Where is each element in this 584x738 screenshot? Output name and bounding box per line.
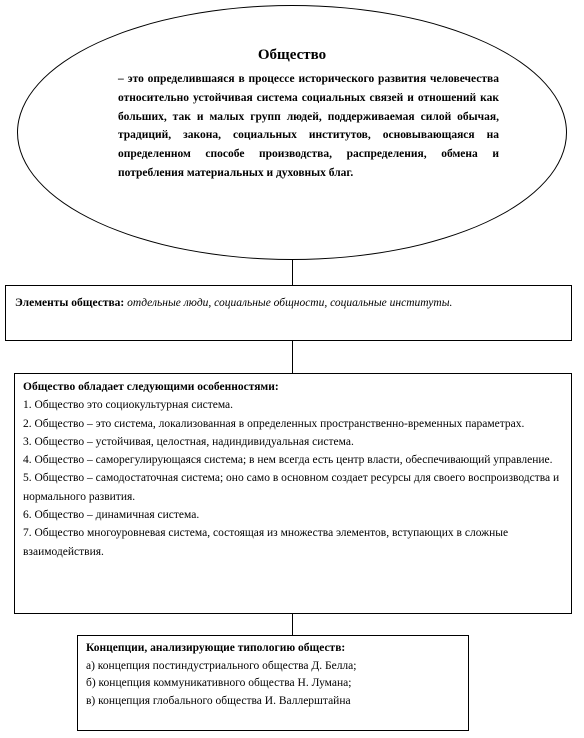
- elements-box: [5, 285, 572, 341]
- connector-oval-to-elements: [292, 260, 293, 285]
- feature-item: 3. Общество – устойчивая, целостная, надиндивидуальная система.: [23, 435, 354, 448]
- connector-features-to-concepts: [292, 614, 293, 635]
- concept-item: а) концепция постиндустриального общества Д. Белла;: [86, 659, 357, 672]
- features-header: Общество обладает следующими особенностями:: [23, 381, 279, 393]
- society-definition: – это определившаяся в процессе исторического развития человечества относительно устойчивая система социальных связей и отношений как больших, так и малых групп людей, поддерживаемая силой обычая, традиций, закона, социальных институтов, основывающаяся на определенном способе производства, распределения, обмена и потребления материальных и духовных благ.: [118, 73, 499, 179]
- concept-item: б) концепция коммуникативного общества Н. Лумана;: [86, 677, 352, 689]
- feature-item: 1. Общество это социокультурная система.: [23, 399, 234, 412]
- feature-item: 5. Общество – самодостаточная система; оно само в основном создает ресурсы для своего воспроизводства и нормального развития.: [23, 472, 560, 503]
- concept-item: в) концепция глобального общества И. Валлерштайна: [86, 694, 351, 707]
- feature-item: 4. Общество – саморегулирующаяся система; в нем всегда есть центр власти, обеспечивающий управление.: [23, 454, 553, 467]
- concepts-box: [77, 635, 469, 731]
- feature-item: 2. Общество – это система, локализованная в определенных пространственно-временных параметрах.: [23, 417, 525, 430]
- society-title: Общество: [257, 47, 327, 63]
- elements-items: отдельные люди, социальные общности, социальные институты.: [127, 297, 453, 309]
- feature-item: 6. Общество – динамичная система.: [23, 509, 200, 522]
- elements-label: Элементы общества:: [15, 297, 125, 309]
- concepts-header: Концепции, анализирующие типологию обществ:: [86, 642, 346, 654]
- features-box: [14, 373, 572, 614]
- connector-elements-to-features: [292, 341, 293, 373]
- feature-item: 7. Общество многоуровневая система, состоящая из множества элементов, вступающих в сложные взаимодействия.: [23, 527, 509, 558]
- society-definition-oval: [17, 5, 567, 260]
